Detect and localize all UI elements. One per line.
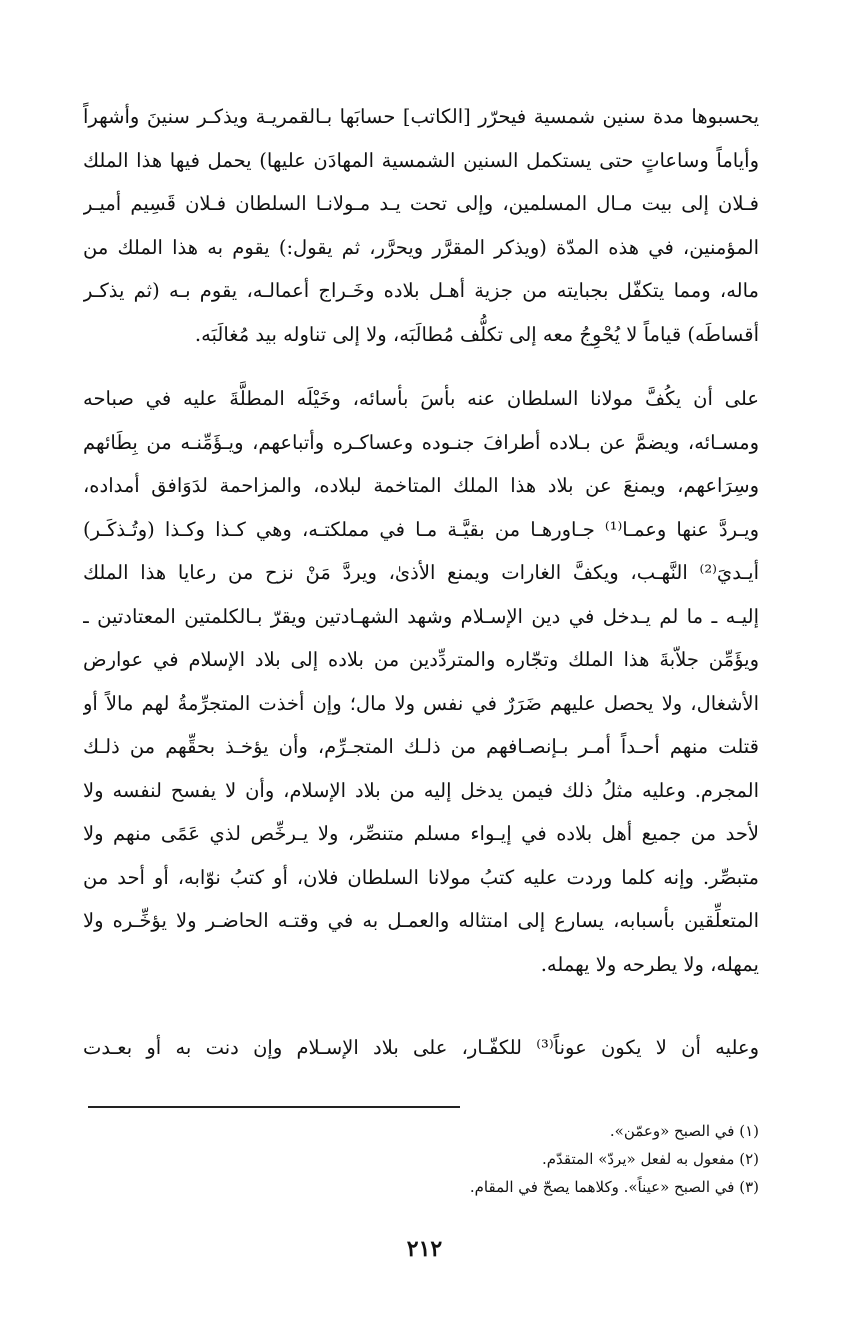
page-number: ٢١٢ <box>406 1236 443 1262</box>
text-line: يحسبوها مدة سنين شمسية فيحرّر [الكاتب] حسابَها بـالقمريـة ويذكـر سنينَ وأشهراً <box>83 105 759 128</box>
text-line: الأشغال، ولا يحصل عليهم ضَرَرٌ في نفس ولا مال؛ وإن أخذت المتجرِّمةُ لهم مالاً أو <box>83 691 759 715</box>
text-line: على أن يكُفَّ مولانا السلطان عنه بأسَ بأسائه، وخَيْلَه المطلَّةَ عليه في صباحه <box>83 387 759 410</box>
paragraph <box>83 377 759 986</box>
text-line: لأحد من جميع أهل بلاده في إيـواء مسلم متنصِّر، ولا يـرخِّص لذي عَمًى منهم ولا <box>83 822 759 845</box>
footnote: (٢) مفعول به لفعل «يردّ» المتقدّم. <box>541 1150 759 1168</box>
text-line: إليـه ـ ما لم يـدخل في دين الإسـلام وشهد الشهـادتين ويقرّ بـالكلمتين المعتادتين ـ <box>83 604 759 628</box>
text-line: قتلت منهم أحـداً أمـر بـإنصـافهم من ذلـك المتجـرِّم، وأن يؤخـذ بحقِّهم من ذلـك <box>83 735 759 758</box>
text-line: يمهله، ولا يطرحه ولا يهمله. <box>540 952 759 976</box>
text-line: ماله، ومما يتكفّل بجبايته من جزية أهـل بلاده وخَـراج أعمالـه، يقوم بـه (ثم يذكـر <box>83 279 759 302</box>
text-line: متبصِّر. وإنه كلما وردت عليه كتبُ مولانا السلطان فلان، أو كتبُ نوّابه، أو أحد من <box>83 865 759 889</box>
text-line: وعليه أن لا يكون عوناً⁽³⁾ للكفّـار، على بلاد الإسـلام وإن دنت به أو بعـدت <box>83 1036 759 1059</box>
text-line: أقساطَه) قياماً لا يُحْوِجُ معه إلى تكلُّف مُطالَبَه، ولا إلى تناوله بيد مُغالَبَه. <box>194 322 759 346</box>
footnote: (١) في الصبح «وعمّن». <box>609 1122 759 1140</box>
text-line: المؤمنين، في هذه المدّة (ويذكر المقرَّر ويحرَّر، ثم يقول:) يقوم به هذا الملك من <box>83 235 759 259</box>
footnote-divider <box>88 1106 460 1108</box>
paragraph <box>83 95 759 356</box>
text-line: وسِرَاعهم، ويمنعَ عن بلاد هذا الملك المتاخمة لبلاده، والمزاحمة لدَوَافق أمداده، <box>83 474 759 497</box>
footnote: (٣) في الصبح «عيناً». وكلاهما يصحّ في المقام. <box>469 1178 759 1196</box>
text-line: فـلان إلى بيت مـال المسلمين، وإلى تحت يـد مـولانـا السلطان فـلان قَسِيم أميـر <box>83 192 759 215</box>
text-line: وأياماً وساعاتٍ حتى يستكمل السنين الشمسية المهادَن عليها) يحمل فيها هذا الملك <box>83 148 759 172</box>
text-line: ويؤَمِّن جلاّبةَ هذا الملك وتجّاره والمتردِّدين من بلاده إلى بلاد الإسلام في عوارض <box>83 648 759 671</box>
paragraph <box>83 1026 759 1070</box>
footnotes <box>83 1117 759 1201</box>
text-line: أيـديَ⁽²⁾ النَّهـب، ويكفَّ الغارات ويمنع الأذىٰ، ويردَّ مَنْ نزح من رعايا هذا الملك <box>83 561 759 584</box>
text-line: ومسـائه، ويضمَّ عن بـلاده أطرافَ جنـوده وعساكـره وأتباعهم، ويـؤَمِّنـه من بِطَائهم <box>83 430 759 454</box>
text-line: المتعلِّقين بأسبابه، يسارع إلى امتثاله والعمـل به في وقتـه الحاضـر ولا يؤخِّـره ولا <box>83 909 759 932</box>
text-line: المجرم. وعليه مثلُ ذلك فيمن يدخل إليه من بلاد الإسلام، وأن لا يفسح لنفسه ولا <box>83 778 759 802</box>
text-line: ويـردَّ عنها وعمـا⁽¹⁾ جـاورهـا من بقيَّـة مـا في مملكتـه، وهي كـذا وكـذا (وتُـذكَـر) <box>83 517 759 541</box>
